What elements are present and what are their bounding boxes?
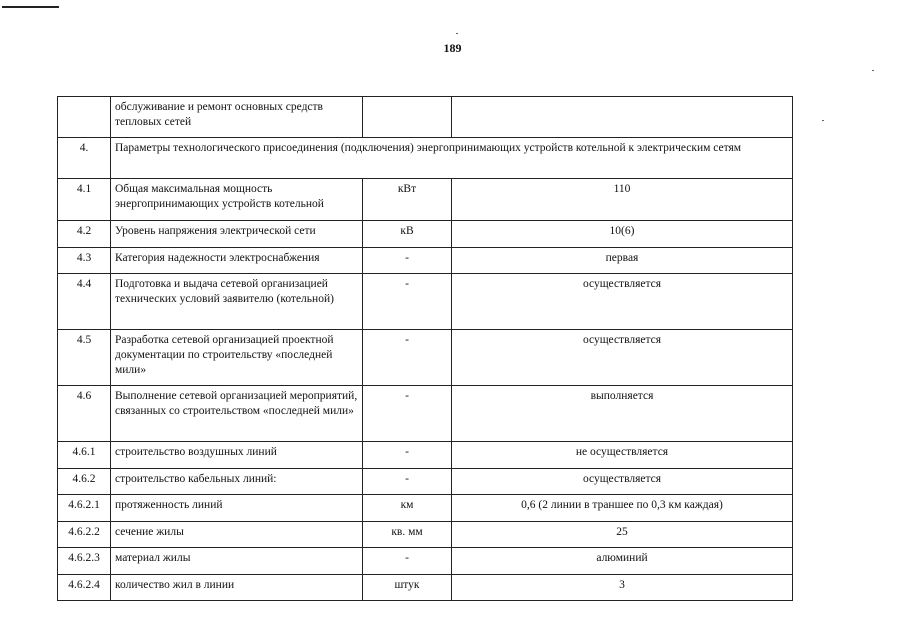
row-name: обслуживание и ремонт основных средств тепловых сетей	[111, 97, 363, 138]
table-row	[58, 330, 793, 386]
row-name: Категория надежности электроснабжения	[111, 248, 363, 274]
row-value: 0,6 (2 линии в траншее по 0,3 км каждая)	[452, 495, 793, 522]
scan-speck	[822, 120, 824, 121]
row-number: 4.2	[58, 221, 111, 248]
parameters-table	[57, 96, 793, 601]
row-value: алюминий	[452, 548, 793, 575]
row-unit: -	[363, 386, 452, 442]
row-name: Уровень напряжения электрической сети	[111, 221, 363, 248]
row-number	[58, 97, 111, 138]
row-number: 4.3	[58, 248, 111, 274]
row-number: 4.1	[58, 179, 111, 221]
scan-speck	[872, 70, 874, 71]
row-value: 3	[452, 575, 793, 601]
row-unit: -	[363, 274, 452, 330]
row-value: выполняется	[452, 386, 793, 442]
table-row	[58, 274, 793, 330]
row-unit: кв. мм	[363, 522, 452, 548]
row-value: первая	[452, 248, 793, 274]
row-value: 25	[452, 522, 793, 548]
section-number: 4.	[58, 138, 111, 179]
row-unit	[363, 97, 452, 138]
row-number: 4.6.2.1	[58, 495, 111, 522]
row-value: 110	[452, 179, 793, 221]
row-name: количество жил в линии	[111, 575, 363, 601]
row-unit: -	[363, 469, 452, 495]
row-unit: штук	[363, 575, 452, 601]
row-value: осуществляется	[452, 330, 793, 386]
scan-speck	[456, 33, 458, 34]
row-name: Общая максимальная мощность энергопринимающих устройств котельной	[111, 179, 363, 221]
row-value: осуществляется	[452, 274, 793, 330]
row-number: 4.6.2	[58, 469, 111, 495]
row-number: 4.6.2.3	[58, 548, 111, 575]
row-name: сечение жилы	[111, 522, 363, 548]
row-value: не осуществляется	[452, 442, 793, 469]
table-row	[58, 469, 793, 495]
row-unit: -	[363, 330, 452, 386]
row-unit: кВт	[363, 179, 452, 221]
table-row	[58, 575, 793, 601]
row-value: осуществляется	[452, 469, 793, 495]
table-row	[58, 386, 793, 442]
table-row	[58, 522, 793, 548]
table-row	[58, 442, 793, 469]
page-number: 189	[443, 41, 462, 55]
row-unit: -	[363, 248, 452, 274]
row-name: Разработка сетевой организацией проектной документации по строительству «последней мили»	[111, 330, 363, 386]
row-name: строительство воздушных линий	[111, 442, 363, 469]
row-name: материал жилы	[111, 548, 363, 575]
row-name: протяженность линий	[111, 495, 363, 522]
table-row	[58, 495, 793, 522]
row-name: Выполнение сетевой организацией мероприятий, связанных со строительством «последней мили»	[111, 386, 363, 442]
row-number: 4.6.2.2	[58, 522, 111, 548]
row-number: 4.4	[58, 274, 111, 330]
row-unit: -	[363, 442, 452, 469]
row-number: 4.5	[58, 330, 111, 386]
row-name: строительство кабельных линий:	[111, 469, 363, 495]
row-unit: -	[363, 548, 452, 575]
row-name: Подготовка и выдача сетевой организацией технических условий заявителю (котельной)	[111, 274, 363, 330]
row-value	[452, 97, 793, 138]
row-number: 4.6.2.4	[58, 575, 111, 601]
table-row	[58, 548, 793, 575]
row-unit: кВ	[363, 221, 452, 248]
row-number: 4.6.1	[58, 442, 111, 469]
row-value: 10(6)	[452, 221, 793, 248]
row-number: 4.6	[58, 386, 111, 442]
top-rule	[2, 6, 59, 8]
section-row	[58, 138, 793, 179]
section-title: Параметры технологического присоединения (подключения) энергопринимающих устройств котельной к электрическим сетям	[111, 138, 793, 179]
table-row	[58, 221, 793, 248]
table-row	[58, 97, 793, 138]
row-unit: км	[363, 495, 452, 522]
table-row	[58, 248, 793, 274]
table-row	[58, 179, 793, 221]
